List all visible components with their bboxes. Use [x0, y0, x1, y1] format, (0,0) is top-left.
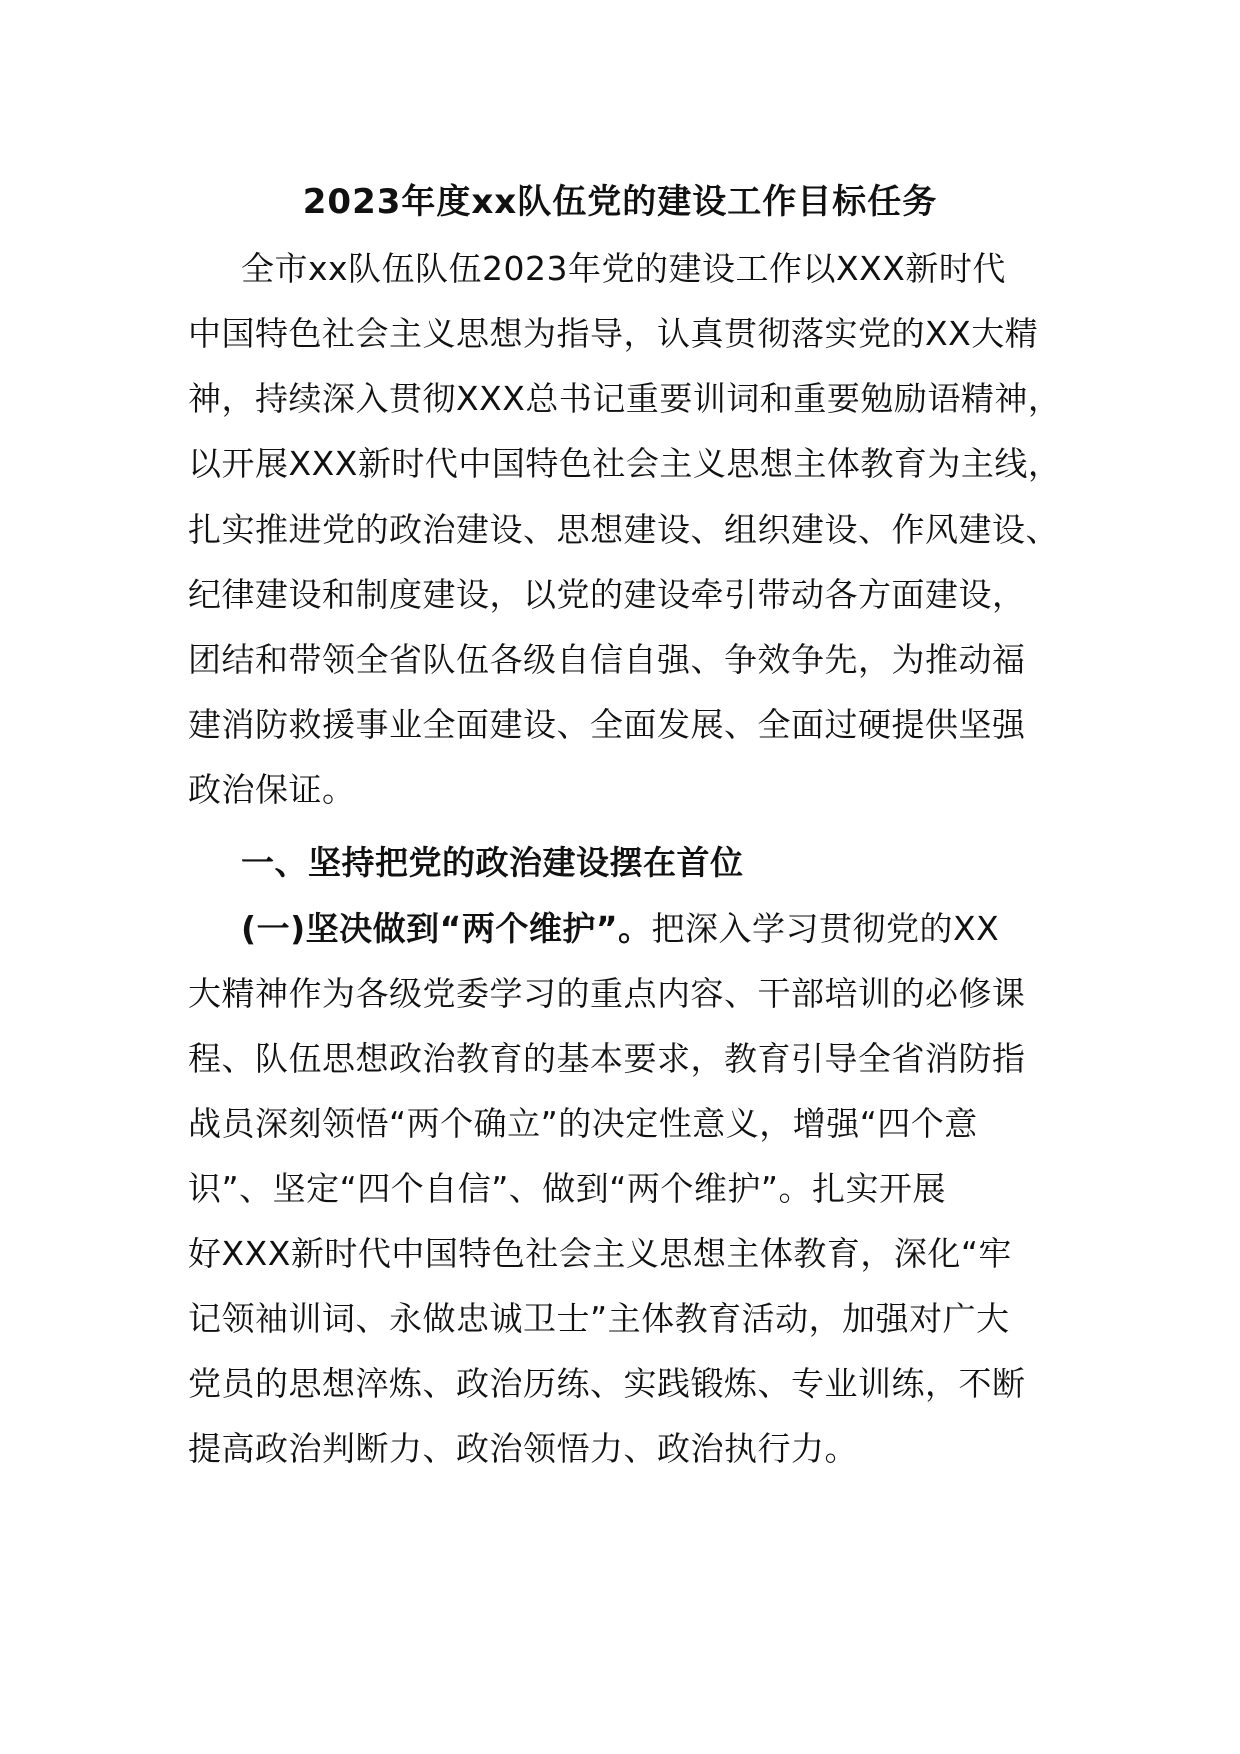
intro-paragraph-line: 以开展XXX新时代中国特色社会主义思想主体教育为主线，	[188, 444, 1062, 483]
subsection-paragraph-line: 提高政治判断力、政治领悟力、政治执行力。	[188, 1429, 858, 1468]
subsection-paragraph-line: 大精神作为各级党委学习的重点内容、干部培训的必修课	[188, 974, 1026, 1013]
subsection-heading: (一)坚决做到“两个维护”。	[241, 909, 652, 948]
intro-paragraph-line: 神，持续深入贯彻XXX总书记重要训词和重要勉励语精神，	[188, 379, 1062, 418]
intro-paragraph-line: 建消防救援事业全面建设、全面发展、全面过硬提供坚强	[188, 705, 1026, 744]
intro-paragraph-line: 政治保证。	[188, 770, 356, 809]
subsection-text: 把深入学习贯彻党的XX	[651, 909, 1000, 948]
document-title: 2023年度xx队伍党的建设工作目标任务	[302, 182, 938, 222]
section-heading: 一、坚持把党的政治建设摆在首位	[241, 843, 744, 882]
subsection-first-line	[241, 905, 999, 953]
subsection-paragraph-line: 程、队伍思想政治教育的基本要求，教育引导全省消防指	[188, 1039, 1026, 1078]
intro-paragraph-line: 全市xx队伍队伍2023年党的建设工作以XXX新时代	[241, 249, 1006, 288]
intro-paragraph-line: 团结和带领全省队伍各级自信自强、争效争先，为推动福	[188, 640, 1026, 679]
subsection-paragraph-line: 识”、坚定“四个自信”、做到“两个维护”。扎实开展	[188, 1169, 946, 1208]
subsection-paragraph-line: 好XXX新时代中国特色社会主义思想主体教育，深化“牢	[188, 1234, 1012, 1273]
intro-paragraph-line: 纪律建设和制度建设，以党的建设牵引带动各方面建设，	[188, 575, 1026, 614]
subsection-paragraph-line: 记领袖训词、永做忠诚卫士”主体教育活动，加强对广大	[188, 1299, 1010, 1338]
intro-paragraph-line: 扎实推进党的政治建设、思想建设、组织建设、作风建设、	[188, 510, 1059, 549]
intro-paragraph-line: 中国特色社会主义思想为指导，认真贯彻落实党的XX大精	[188, 314, 1039, 353]
subsection-paragraph-line: 战员深刻领悟“两个确立”的决定性意义，增强“四个意	[188, 1104, 978, 1143]
subsection-paragraph-line: 党员的思想淬炼、政治历练、实践锻炼、专业训练，不断	[188, 1364, 1026, 1403]
